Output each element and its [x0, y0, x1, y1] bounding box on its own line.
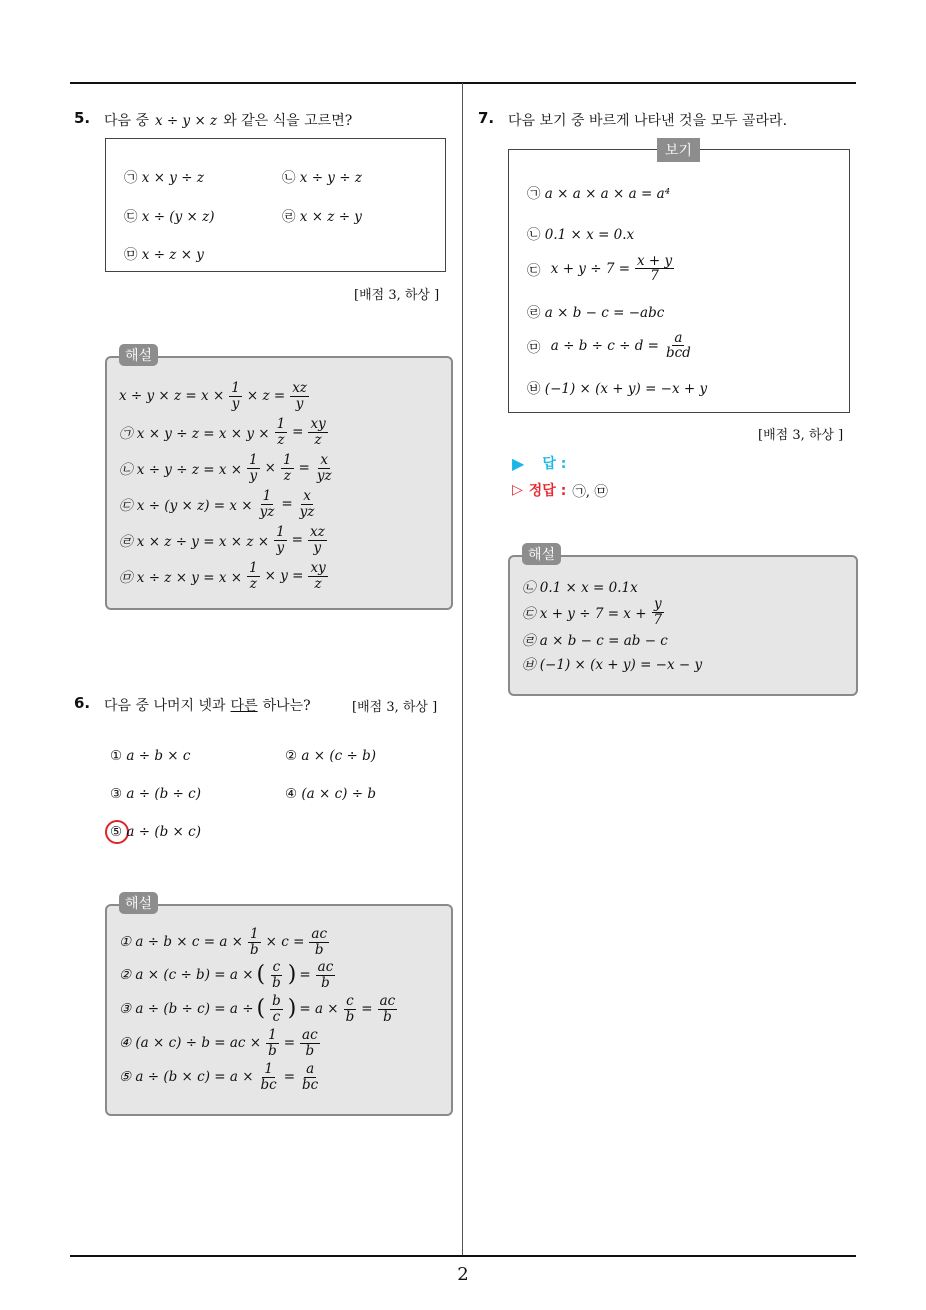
q5-solution-tag: 해설	[119, 344, 158, 366]
q5-text-post: 와 같은 식을 고르면?	[223, 113, 353, 129]
q5-solution-line-3: ㉢ x ÷ (y × z) = x × $\frac{1}{yz}$ = $\frac{x}{yz}$	[119, 488, 315, 520]
page-number: 2	[457, 1264, 469, 1285]
q7-item-6: ㉥ (−1) × (x + y) = −x + y	[527, 381, 708, 397]
q5-text-pre: 다음 중	[104, 113, 150, 129]
top-rule	[70, 82, 856, 84]
q6-solution-line-1: ② a × (c ÷ b) = a × ( $\frac{c}{b}$ ) = $\frac{ac}{b}$	[119, 959, 334, 991]
q5-choice-2[interactable]: ㉡ x ÷ y ÷ z	[282, 170, 362, 186]
q5-score: [배점 3, 하상 ]	[354, 288, 440, 303]
q6-solution-line-0: ① a ÷ b × c = a × $\frac{1}{b}$ × c = $\frac{ac}{b}$	[119, 926, 328, 958]
q6-solution-line-3: ④ (a × c) ÷ b = ac × $\frac{1}{b}$ = $\frac{ac}{b}$	[119, 1027, 318, 1059]
q7-correct-value: ㉠, ㉤	[572, 484, 608, 500]
q7-prompt: 다음 보기 중 바르게 나타낸 것을 모두 골라라.	[508, 113, 788, 129]
q7-item-4: ㉣ a × b − c = −abc	[527, 305, 665, 321]
q7-solution-tag: 해설	[522, 543, 561, 565]
q5-choice-box	[105, 138, 446, 272]
q7-score: [배점 3, 하상 ]	[758, 428, 844, 443]
q6-choice-4[interactable]: ④ (a × c) ÷ b	[285, 786, 376, 802]
q7-solution-line-3: ㉥ (−1) × (x + y) = −x − y	[522, 657, 703, 673]
q7-correct-row	[512, 480, 608, 500]
q5-choice-4[interactable]: ㉣ x × z ÷ y	[282, 209, 362, 225]
q7-solution-line-2: ㉣ a × b − c = ab − c	[522, 633, 668, 649]
q5-prompt	[104, 110, 352, 130]
correct-arrow-icon: ▷	[512, 482, 523, 498]
q5-solution-line-4: ㉣ x × z ÷ y = x × z × $\frac{1}{y}$ = $\frac{xz}{y}$	[119, 524, 325, 556]
q7-item-2: ㉡ 0.1 × x = 0.x	[527, 227, 635, 243]
q5-solution-line-0: x ÷ y × z = x × $\frac{1}{y}$ × z = $\frac{xz}{y}$	[119, 380, 307, 412]
q5-choice-5[interactable]: ㉤ x ÷ z × y	[124, 247, 204, 263]
bottom-rule	[70, 1255, 856, 1257]
q6-prompt	[104, 695, 311, 715]
q6-choice-3[interactable]: ③ a ÷ (b ÷ c)	[110, 786, 201, 802]
q6-choice-2[interactable]: ② a × (c ÷ b)	[285, 748, 376, 764]
q7-correct-label: 정답 :	[528, 483, 567, 499]
q7-number: 7.	[478, 109, 495, 127]
column-divider	[462, 83, 463, 1255]
q7-item-3: ㉢ x + y ÷ 7 = $\frac{x + y}{7}$	[527, 253, 673, 285]
q5-solution-line-5: ㉤ x ÷ z × y = x × $\frac{1}{z}$ × y = $\frac{xy}{z}$	[119, 560, 326, 592]
q6-solution-tag: 해설	[119, 892, 158, 914]
q7-answer-label: 답 :	[542, 456, 567, 472]
q5-choice-3[interactable]: ㉢ x ÷ (y × z)	[124, 209, 215, 225]
q6-solution-line-4: ⑤ a ÷ (b × c) = a × $\frac{1}{bc}$ = $\frac{a}{bc}$	[119, 1061, 319, 1093]
q6-text-underlined: 다른	[230, 698, 258, 714]
q5-expression: x ÷ y × z	[155, 113, 218, 129]
q6-choice-1[interactable]: ① a ÷ b × c	[110, 748, 191, 764]
q7-solution-box	[508, 555, 858, 696]
q6-text-post: 하나는?	[262, 698, 311, 714]
q7-answer-row	[512, 453, 566, 473]
q7-bogi-tag: 보기	[657, 138, 700, 162]
q7-item-5: ㉤ a ÷ b ÷ c ÷ d = $\frac{a}{\text{bcd}}$	[527, 330, 691, 362]
q7-solution-line-0: ㉡ 0.1 × x = 0.1x	[522, 580, 638, 596]
q7-solution-line-1: ㉢ x + y ÷ 7 = x + $\frac{y}{7}$	[522, 596, 663, 628]
q7-bogi-box	[508, 149, 850, 413]
answer-arrow-icon: ▶	[512, 453, 525, 473]
q6-score: [배점 3, 하상 ]	[352, 700, 438, 715]
q5-solution-line-2: ㉡ x ÷ y ÷ z = x × $\frac{1}{y}$ × $\frac{1}{z}$ = $\frac{x}{yz}$	[119, 452, 332, 484]
q5-solution-box	[105, 356, 453, 610]
q6-solution-line-2: ③ a ÷ (b ÷ c) = a ÷ ( $\frac{b}{c}$ ) = a × $\frac{c}{b}$ = $\frac{ac}{b}$	[119, 993, 396, 1025]
q7-item-1: ㉠ a × a × a × a = a⁴	[527, 186, 671, 202]
q6-number: 6.	[74, 694, 91, 712]
q6-solution-box	[105, 904, 453, 1116]
q5-number: 5.	[74, 109, 91, 127]
q6-text-pre: 다음 중 나머지 넷과	[104, 698, 226, 714]
q6-choice-5[interactable]: ⑤ a ÷ (b × c)	[110, 824, 201, 840]
q5-choice-1[interactable]: ㉠ x × y ÷ z	[124, 170, 204, 186]
q5-solution-line-1: ㉠ x × y ÷ z = x × y × $\frac{1}{z}$ = $\frac{xy}{z}$	[119, 416, 326, 448]
